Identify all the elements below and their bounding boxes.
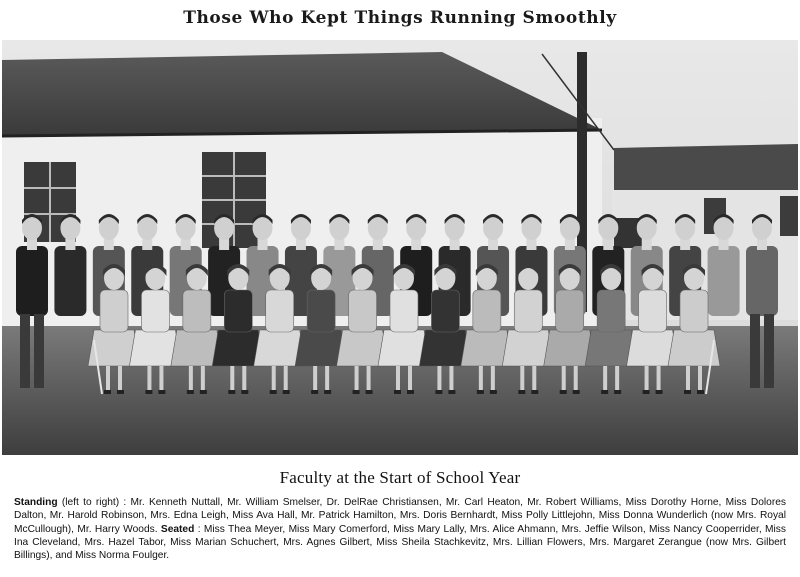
seated-names: : Miss Thea Meyer, Miss Mary Comerford, Miss Mary Lally, Mrs. Alice Ahmann, Mrs. Jeffie Wilson, Miss Nancy Cooperrider, Miss Ina Cleveland, Mrs. Hazel Tabor, Miss Marian Schuchert, Mrs. Agnes Gilbert, Miss Sheila Stachkevitz, Mrs. Lillian Flowers, Mrs. Margaret Zerangue (now Mrs. Gilbert Billings), and Miss Norma Foulger. [14,523,786,562]
group-photo [2,40,798,455]
standing-names: (left to right) : Mr. Kenneth Nuttall, Mr. William Smelser, Dr. DelRae Christiansen, Mr. Carl Heaton, Mr. Robert Williams, Miss Dorothy Horne, Miss Dolores Dalton, Mr. Harold Robinson, Mrs. Edna Leigh, Miss Ava Hall, Mr. Patrick Hamilton, Mrs. Doris Bernhardt, Miss Polly Littlejohn, Miss Donna Wunderlich (now Mrs. Royal McCullough), Mr. Harry Woods. [14,497,786,535]
caption-names [10,496,790,562]
page-header [0,0,800,36]
seated-label: Seated [160,523,195,535]
caption-heading: Faculty at the Start of School Year [279,468,521,487]
group-photo-illustration [2,40,798,455]
photo-caption [10,462,790,574]
standing-label: Standing [14,497,58,508]
right-building-roof [614,144,798,190]
page-title: Those Who Kept Things Running Smoothly [183,8,617,28]
right-building-window-2 [780,196,798,236]
